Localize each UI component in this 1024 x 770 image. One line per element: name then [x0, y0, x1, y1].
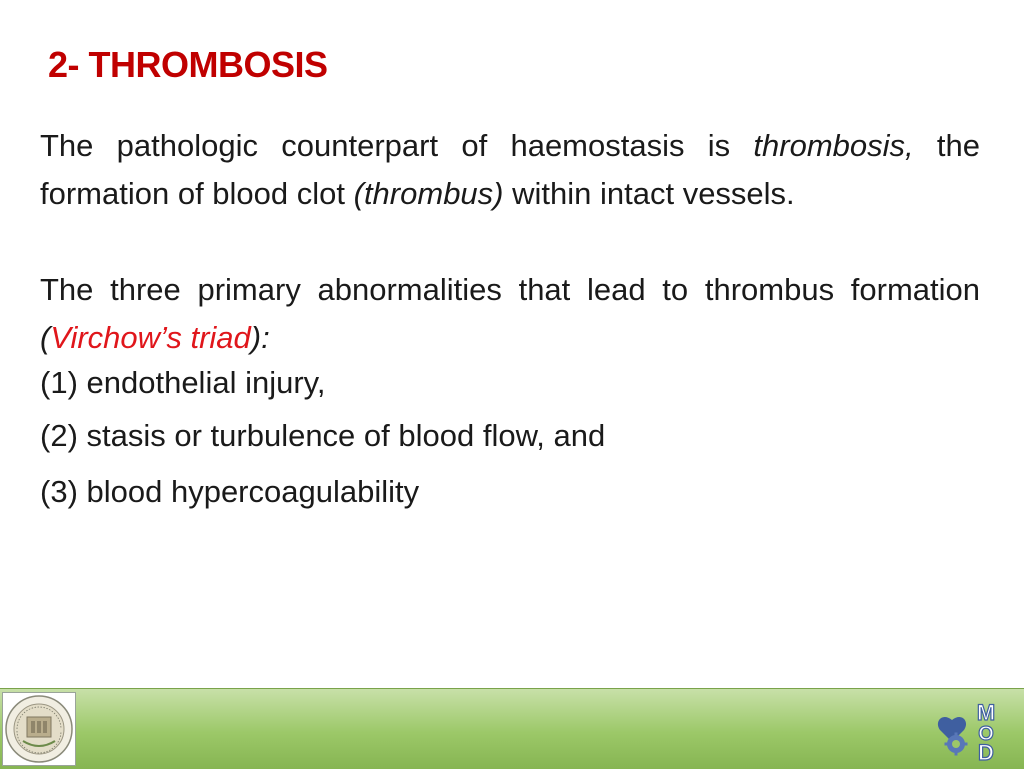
- mod-logo: [934, 698, 1014, 764]
- list-item: (2) stasis or turbulence of blood flow, and: [40, 418, 606, 453]
- definition-text-1: The pathologic counterpart of haemostasis is: [40, 128, 754, 163]
- university-seal-logo: [2, 692, 76, 766]
- definition-text-2: the formation of blood clot: [40, 128, 980, 211]
- triad-list: [40, 358, 980, 520]
- list-item: (3) blood hypercoagulability: [40, 474, 420, 509]
- term-thrombosis: thrombosis,: [753, 128, 914, 163]
- slide-body: [40, 122, 980, 520]
- paragraph-definition: [40, 122, 980, 218]
- triad-intro-text: The three primary abnormalities that lead to thrombus formation: [40, 272, 980, 307]
- seal-icon: [3, 693, 75, 765]
- paragraph-triad-intro: [40, 266, 980, 362]
- slide-title: 2- THROMBOSIS: [48, 44, 328, 85]
- svg-text:D: D: [978, 740, 994, 764]
- mod-logo-icon: [934, 698, 1014, 764]
- svg-text:O: O: [978, 723, 994, 745]
- list-item: (1) endothelial injury,: [40, 365, 326, 400]
- triad-close: ):: [250, 320, 270, 355]
- triad-open-paren: (: [40, 320, 51, 355]
- svg-text:M: M: [976, 700, 996, 725]
- footer-bar: [0, 688, 1024, 769]
- term-virchows-triad: Virchow’s triad: [50, 320, 251, 355]
- term-thrombus: (thrombus): [353, 176, 504, 211]
- definition-text-3: within intact vessels.: [503, 176, 795, 211]
